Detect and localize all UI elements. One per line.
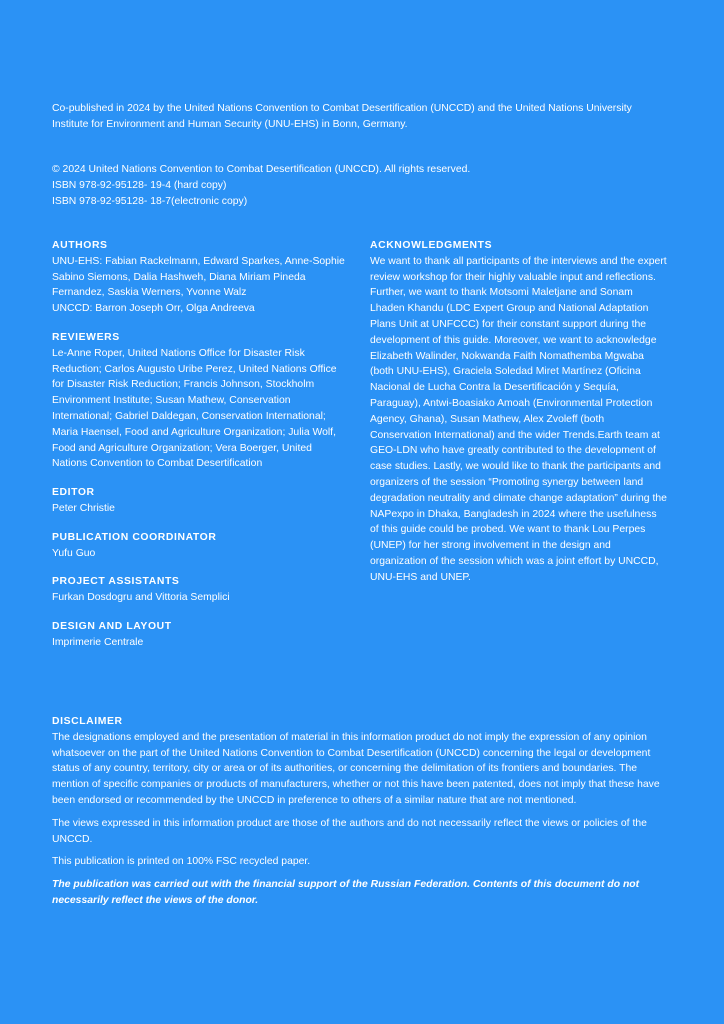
acknowledgments-column <box>370 238 667 599</box>
reviewers-text: Le-Anne Roper, United Nations Office for Disaster Risk Reduction; Carlos Augusto Uribe Perez, United Nations Office for Disaster Risk Reduction; Francis Johnson, Stockholm Environment Institute; Susan Mathew, Conservation International; Gabriel Daldegan, Conservation International; Maria Haensel, Food and Agriculture Organization; Julia Wolf, Food and Agriculture Organization; Vera Boerger, United Nations Convention to Combat Desertification <box>52 347 337 470</box>
design-text: Imprimerie Centrale <box>52 636 144 648</box>
acknowledgments-text: We want to thank all participants of the interviews and the expert review workshop for their highly valuable input and reflections. Further, we want to thank Motsomi Maletjane and Sonam Lhaden Khandu (LDC Expert Group and National Adaptation Plans Unit at UNFCCC) for their constant support during the development of this guide. Moreover, we want to acknowledge Elizabeth Walinder, Nokwanda Faith Nomathemba Mgwaba (both UNU-EHS), Graciela Soledad Miret Martínez (Oficina Nacional de Lucha Contra la Desertificación y Sequía, Paraguay), Antwi-Boasiako Amoah (Environmental Protection Agency, Ghana), Susan Mathew, Alex Zvoleff (both Conservation International) and the wider Trends.Earth team at GEO-LDN who have greatly contributed to the development of case studies. Lastly, we would like to thank the participants and organizers of the session “Promoting synergy between land degradation neutrality and climate change adaptation” during the NAPexpo in Dhaka, Bangladesh in 2024 where the usefulness of this guide could be probed. We want to thank Lou Perpes (UNEP) for her strong involvement in the design and organization of the session which was a joint effort by UNCCD, UNU-EHS and UNEP. <box>370 255 667 583</box>
isbn-electronic-copy: ISBN 978-92-95128- 18-7(electronic copy) <box>52 195 248 207</box>
design-section <box>52 619 350 651</box>
assistants-text: Furkan Dosdogru and Vittoria Semplici <box>52 592 230 604</box>
coordinator-heading: PUBLICATION COORDINATOR <box>52 531 217 543</box>
acknowledgments-heading: ACKNOWLEDGMENTS <box>370 240 493 251</box>
editor-text: Peter Christie <box>52 502 115 514</box>
design-heading: DESIGN AND LAYOUT <box>52 620 172 632</box>
disclaimer-paragraph-3: This publication is printed on 100% FSC recycled paper. <box>52 856 311 868</box>
disclaimer-paragraph-2: The views expressed in this information product are those of the authors and do not necessarily reflect the views or policies of the UNCCD. <box>52 817 647 845</box>
reviewers-section <box>52 330 350 472</box>
editor-heading: EDITOR <box>52 487 95 499</box>
funding-statement: The publication was carried out with the financial support of the Russian Federation. Contents of this document do not necessarily reflect the views of the donor. <box>52 879 640 906</box>
copublished-text: Co-published in 2024 by the United Nations Convention to Combat Desertification (UNCCD) and the United Nations University Institute for Environment and Human Security (UNU-EHS) in Bonn, Germany. <box>52 103 632 130</box>
disclaimer-paragraph-1: The designations employed and the presentation of material in this information product do not imply the expression of any opinion whatsoever on the part of the United Nations Convention to Combat Desertification (UNCCD) concerning the legal or development status of any country, territory, city or area or of its authorities, or concerning the delimitation of its frontiers and boundaries. The mention of specific companies or products of manufacturers, whether or not this have been patented, does not imply that these have been endorsed or recommended by the UNCCD in preference to others of a similar nature that are not mentioned. <box>52 731 660 806</box>
credits-column <box>52 238 350 664</box>
imprint-page <box>52 0 667 1024</box>
assistants-heading: PROJECT ASSISTANTS <box>52 576 180 588</box>
copublished-block <box>52 101 667 133</box>
disclaimer-heading: DISCLAIMER <box>52 716 123 727</box>
coordinator-section <box>52 530 350 562</box>
reviewers-heading: REVIEWERS <box>52 331 120 343</box>
authors-text: UNU-EHS: Fabian Rackelmann, Edward Sparkes, Anne-Sophie Sabino Siemons, Dalia Hashweh, Diana Miriam Pineda Fernandez, Saskia Werners, Yvonne Walz <box>52 255 345 299</box>
copyright-block <box>52 162 667 209</box>
assistants-section <box>52 574 350 606</box>
isbn-hard-copy: ISBN 978-92-95128- 19-4 (hard copy) <box>52 179 227 191</box>
editor-section <box>52 485 350 517</box>
acknowledgments-section <box>370 238 667 586</box>
authors-heading: AUTHORS <box>52 240 108 251</box>
authors-section <box>52 238 350 317</box>
copyright-line: © 2024 United Nations Convention to Combat Desertification (UNCCD). All rights reserved. <box>52 164 471 175</box>
coordinator-text: Yufu Guo <box>52 547 96 559</box>
disclaimer-block <box>52 714 667 909</box>
authors-text-unccd: UNCCD: Barron Joseph Orr, Olga Andreeva <box>52 303 255 315</box>
